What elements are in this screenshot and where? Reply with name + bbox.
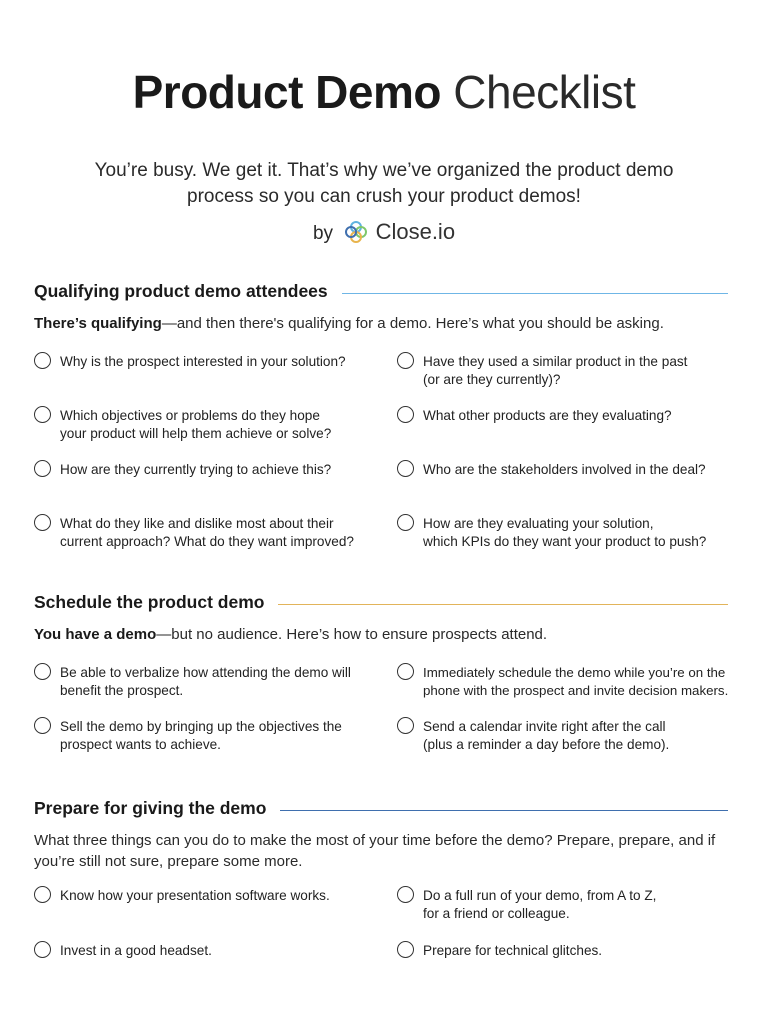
checklist-item[interactable]: [397, 407, 747, 425]
checklist-item-label: Be able to verbalize how attending the demo will benefit the prospect.: [60, 665, 351, 698]
checklist-item[interactable]: [397, 718, 747, 754]
checkbox-circle-icon[interactable]: [397, 460, 414, 477]
checklist-item-label: Sell the demo by bringing up the objectives the prospect wants to achieve.: [60, 719, 342, 752]
checklist-item[interactable]: [34, 353, 384, 371]
section-heading-qualifying: [34, 279, 728, 303]
checklist-item[interactable]: [397, 353, 747, 389]
page-title: [0, 64, 768, 120]
checkbox-circle-icon[interactable]: [34, 514, 51, 531]
checklist-item-label: What do they like and dislike most about their current approach? What do they want improved?: [60, 516, 354, 549]
checkbox-circle-icon[interactable]: [34, 406, 51, 423]
checkbox-circle-icon[interactable]: [34, 352, 51, 369]
checkbox-circle-icon[interactable]: [397, 663, 414, 680]
checkbox-circle-icon[interactable]: [397, 717, 414, 734]
checklist-item[interactable]: [397, 461, 747, 479]
section-title: Qualifying product demo attendees: [34, 280, 328, 301]
checklist-item[interactable]: [34, 718, 384, 754]
checkbox-circle-icon[interactable]: [34, 717, 51, 734]
section-divider: [342, 293, 728, 294]
checklist-item-label: Which objectives or problems do they hope your product will help them achieve or solve?: [60, 408, 332, 441]
checklist-item-label: Send a calendar invite right after the call (plus a reminder a day before the demo).: [423, 719, 670, 752]
checklist-item-label: What other products are they evaluating?: [423, 408, 672, 423]
section-intro-schedule: [34, 624, 734, 645]
checklist-item[interactable]: [397, 942, 747, 960]
byline: [0, 218, 768, 248]
checklist-item[interactable]: [34, 407, 384, 443]
section-heading-schedule: [34, 590, 728, 614]
section-heading-prepare: [34, 796, 728, 820]
checklist-item[interactable]: [34, 942, 384, 960]
checklist-item[interactable]: [397, 515, 747, 551]
section-intro-prepare: [34, 830, 734, 872]
checklist-item-label: Invest in a good headset.: [60, 943, 212, 958]
checkbox-circle-icon[interactable]: [34, 886, 51, 903]
section-divider: [278, 604, 728, 605]
section-intro-bold: There’s qualifying: [34, 315, 162, 332]
section-title: Schedule the product demo: [34, 591, 265, 612]
checklist-item-label: How are they evaluating your solution, which KPIs do they want your product to push?: [423, 516, 707, 549]
section-title: Prepare for giving the demo: [34, 797, 267, 818]
section-intro-rest: —and then there's qualifying for a demo. Here’s what you should be asking.: [161, 315, 664, 332]
checklist-item-label: Do a full run of your demo, from A to Z, for a friend or colleague.: [423, 888, 657, 921]
checklist-item-label: Why is the prospect interested in your solution?: [60, 354, 346, 369]
checklist-item-label: Immediately schedule the demo while you’re on the phone with the prospect and invite decision makers.: [423, 665, 729, 698]
close-logo-icon: [344, 220, 368, 244]
checklist-item[interactable]: [397, 887, 747, 923]
checklist-item[interactable]: [34, 515, 384, 551]
checkbox-circle-icon[interactable]: [397, 941, 414, 958]
checklist-item-label: Know how your presentation software works.: [60, 888, 330, 903]
title-light: Checklist: [453, 66, 636, 118]
checklist-item-label: Prepare for technical glitches.: [423, 943, 603, 958]
checklist-item-label: Who are the stakeholders involved in the deal?: [423, 462, 706, 477]
checklist-item[interactable]: [34, 887, 384, 905]
checklist-item-label: Have they used a similar product in the past (or are they currently)?: [423, 354, 688, 387]
checkbox-circle-icon[interactable]: [34, 663, 51, 680]
checkbox-circle-icon[interactable]: [34, 460, 51, 477]
checklist-item[interactable]: [34, 664, 384, 700]
byline-brand: Close.io: [375, 219, 456, 244]
checklist-item-label: How are they currently trying to achieve this?: [60, 462, 332, 477]
byline-by: by: [312, 223, 334, 244]
section-intro-rest: —but no audience. Here’s how to ensure prospects attend.: [156, 626, 548, 643]
section-intro-rest: What three things can you do to make the most of your time before the demo? Prepare, prepare, and if you’re still not sure, prepare some more.: [34, 832, 716, 870]
section-intro-qualifying: [34, 313, 734, 334]
intro-text: You’re busy. We get it. That’s why we’ve organized the product demo process so you can crush your product demos!: [94, 160, 674, 207]
checkbox-circle-icon[interactable]: [34, 941, 51, 958]
checklist-item[interactable]: [397, 664, 757, 700]
section-divider: [280, 810, 728, 811]
checkbox-circle-icon[interactable]: [397, 406, 414, 423]
section-intro-bold: You have a demo: [34, 626, 157, 643]
checkbox-circle-icon[interactable]: [397, 514, 414, 531]
checkbox-circle-icon[interactable]: [397, 886, 414, 903]
title-bold: Product Demo: [132, 66, 441, 118]
checklist-item[interactable]: [34, 461, 384, 479]
checkbox-circle-icon[interactable]: [397, 352, 414, 369]
